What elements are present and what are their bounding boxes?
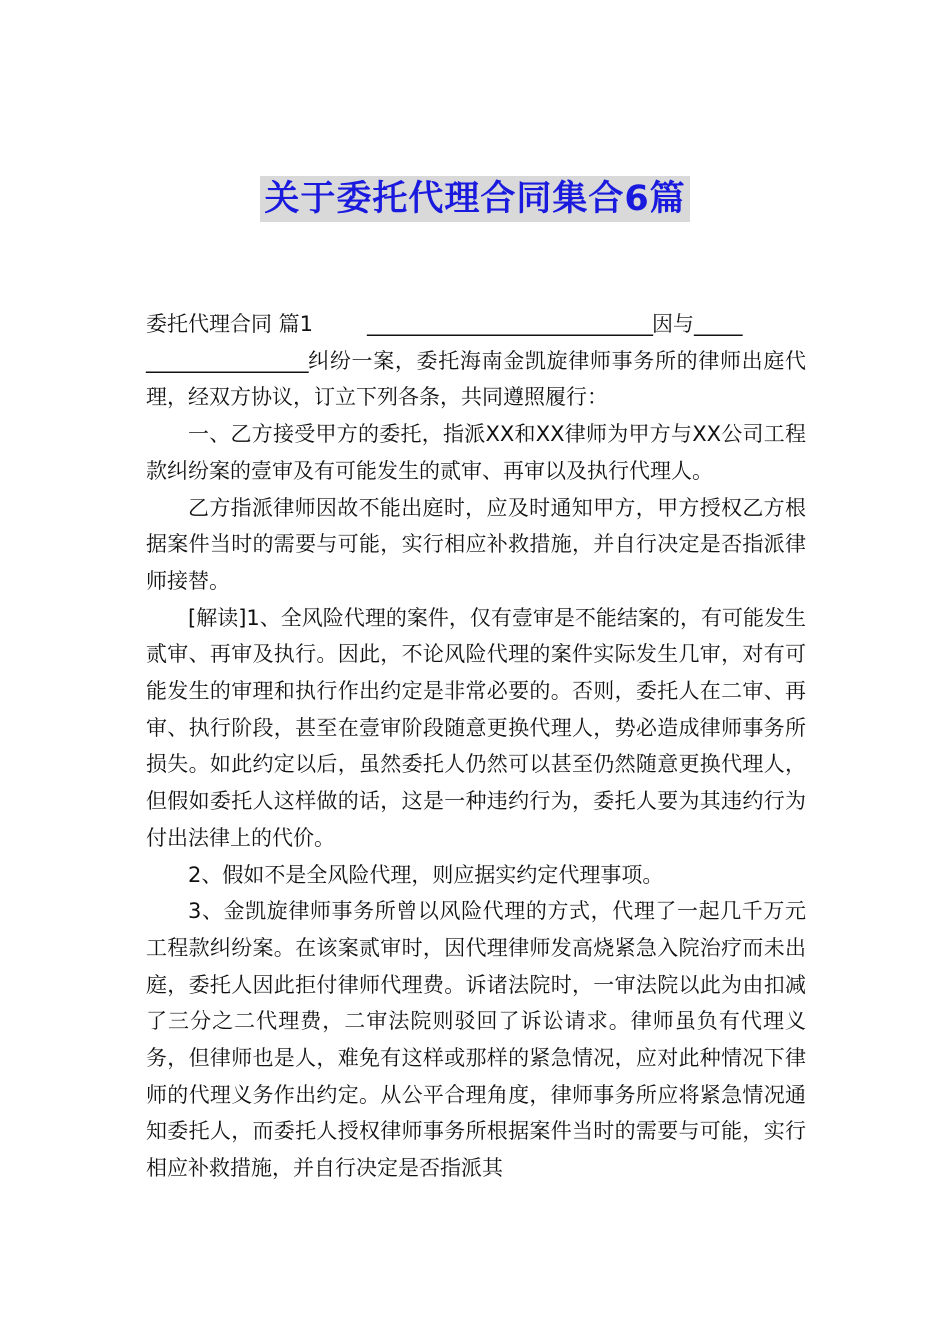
- paragraph-5: 3、金凯旋律师事务所曾以风险代理的方式，代理了一起几千万元工程款纠纷案。在该案贰审时，因代理律师发高烧紧急入院治疗而未出庭，委托人因此拒付律师代理费。诉诸法院时，一审法院以此为由扣减了三分之二代理费，二审法院则驳回了诉讼请求。律师虽负有代理义务，但律师也是人，难免有这样或那样的紧急情况，应对此种情况下律师的代理义务作出约定。从公平合理角度，律师事务所应将紧急情况通知委托人，而委托人授权律师事务所根据案件当时的需要与可能，实行相应补救措施，并自行决定是否指派其: [146, 899, 806, 1181]
- blank-field-opponent: _____: [694, 312, 742, 336]
- document-title: 关于委托代理合同集合6篇: [260, 176, 689, 222]
- title-container: [0, 176, 950, 222]
- document-body: [146, 306, 806, 1187]
- intro-text: 纠纷一案，委托海南金凯旋律师事务所的律师出庭代理，经双方协议，订立下列各条，共同遵照履行：: [146, 348, 806, 410]
- paragraph-2: 乙方指派律师因故不能出庭时，应及时通知甲方，甲方授权乙方根据案件当时的需要与可能，实行相应补救措施，并自行决定是否指派律师接替。: [146, 495, 806, 593]
- paragraph-3: [解读]1、全风险代理的案件，仅有壹审是不能结案的，有可能发生贰审、再审及执行。因此，不论风险代理的案件实际发生几审，对有可能发生的审理和执行作出约定是非常必要的。否则，委托人在二审、再审、执行阶段，甚至在壹审阶段随意更换代理人，势必造成律师事务所损失。如此约定以后，虽然委托人仍然可以甚至仍然随意更换代理人，但假如委托人这样做的话，这是一种违约行为，委托人要为其违约行为付出法律上的代价。: [146, 605, 806, 850]
- blank-field-party: ______________________________: [367, 312, 653, 336]
- blank-field-opponent-cont: _________________: [146, 348, 308, 373]
- intro-paragraph: [146, 343, 806, 416]
- contract-heading: 委托代理合同 篇1: [146, 312, 314, 336]
- paragraph-4: 2、假如不是全风险代理，则应据实约定代理事项。: [188, 862, 664, 887]
- due-to-text: 因与: [652, 312, 695, 336]
- contract-heading-line: [146, 306, 806, 343]
- paragraph-1: 一、乙方接受甲方的委托，指派XX和XX律师为甲方与XX公司工程款纠纷案的壹审及有可能发生的贰审、再审以及执行代理人。: [146, 422, 806, 483]
